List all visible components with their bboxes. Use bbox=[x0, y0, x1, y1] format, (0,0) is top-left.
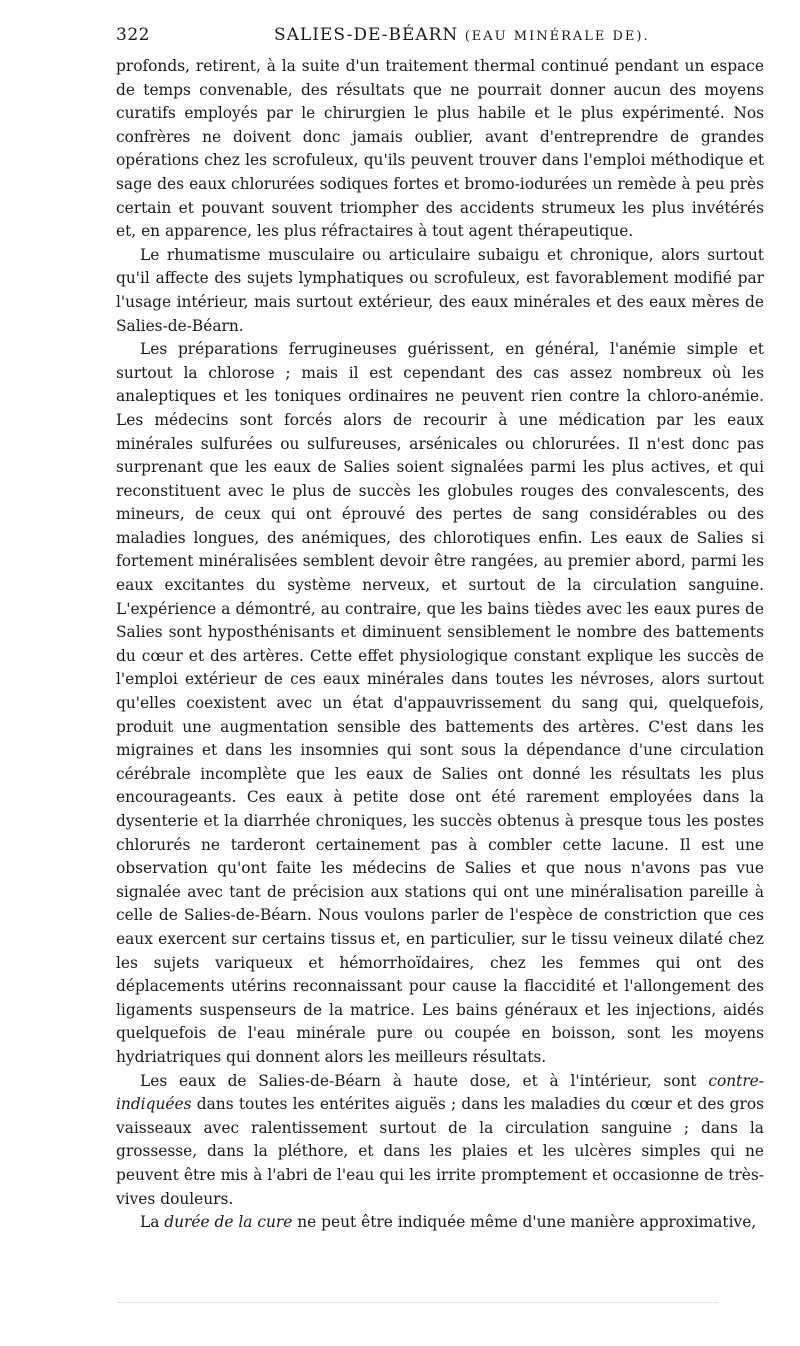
paragraph-rheumatism: Le rhumatisme musculaire ou articulaire subaigu et chronique, alors surtout qu'il affecte des sujets lymphatiques ou scrofuleux, est favorablement modifié par l'usage intérieur, mais surtout extérieur, des eaux minérales et des eaux mères de Salies-de-Béarn. bbox=[116, 245, 764, 335]
contraindications-italic: contre-indiquées bbox=[116, 1071, 764, 1114]
paragraph-duration bbox=[116, 1211, 764, 1235]
duration-italic: durée de la cure bbox=[164, 1213, 293, 1232]
paragraph-anemia: Les préparations ferrugineuses guérissent, en général, l'anémie simple et surtout la chlorose ; mais il est cependant des cas assez nombreux où les analeptiques et les toniques ordinaires ne peuvent rien contre la chloro-anémie. Les médecins sont forcés alors de recourir à une médication par les eaux minérales sulfurées ou sulfureuses, arsénicales ou chlorurées. Il n'est donc pas surprenant que les eaux de Salies soient signalées parmi les plus actives, et qui reconstituent avec le plus de succès les globules rouges des convalescents, des mineurs, de ceux qui ont éprouvé des pertes de sang considérables ou des maladies longues, des anémiques, des chlorotiques enfin. Les eaux de Salies si fortement minéralisées semblent devoir être rangées, au premier abord, parmi les eaux excitantes du système nerveux, et surtout de la circulation sanguine. L'expérience a démontré, au contraire, que les bains tièdes avec les eaux pures de Salies sont hyposthénisants et diminuent sensiblement le nombre des battements du cœur et des artères. Cette effet physiologique constant explique les succès de l'emploi extérieur de ces eaux minérales dans toutes les névroses, alors surtout qu'elles coexistent avec un état d'appauvrissement du sang qui, quelquefois, produit une augmentation sensible des battements des artères. C'est dans les migraines et dans les insomnies qui sont sous la dépendance d'une circulation cérébrale incomplète que les eaux de Salies ont donné les résultats les plus encourageants. Ces eaux à petite dose ont été rarement employées dans la dysenterie et la diarrhée chroniques, les succès obtenus à presque tous les postes chlorurés ne tarderont certainement pas à combler cette lacune. Il est une observation qu'ont faite les médecins de Salies et que nous n'avons pas vue signalée avec tant de précision aux stations qui ont une minéralisation pareille à celle de Salies-de-Béarn. Nous voulons parler de l'espèce de constriction que ces eaux exercent sur certains tissus et, en particulier, sur le tissu veineux dilaté chez les sujets variqueux et hémorrhoïdaires, chez les femmes qui ont des déplacements utérins reconnaissant pour cause la flaccidité et l'allongement des ligaments suspenseurs de la matrice. Les bains généraux et les injections, aidés quelquefois de l'eau minérale pure ou coupée en boisson, sont les moyens hydriatriques qui donnent alors les meilleurs résultats. bbox=[116, 340, 764, 1066]
page-header bbox=[116, 25, 750, 51]
body-text bbox=[116, 55, 764, 1235]
duration-text-before: La bbox=[140, 1213, 165, 1232]
contraindications-text-before: Les eaux de Salies-de-Béarn à haute dose, et à l'intérieur, sont bbox=[140, 1071, 709, 1090]
running-title bbox=[274, 25, 650, 45]
running-title-main: SALIES-DE-BÉARN bbox=[274, 25, 459, 45]
paragraph-contraindications bbox=[116, 1070, 764, 1212]
contraindications-text-after: dans toutes les entérites aiguës ; dans les maladies du cœur et des gros vaisseaux avec ralentissement surtout de la circulation sanguine ; dans la grossesse, dans la pléthore, et dans les plaies et les ulcères simples qui ne peuvent être mis à l'abri de l'eau qui les irrite promptement et occasionne de très-vives douleurs. bbox=[116, 1095, 764, 1208]
paragraph-scrofula: profonds, retirent, à la suite d'un traitement thermal continué pendant un espace de temps convenable, des résultats que ne pourrait donner aucun des moyens curatifs employés par le chirurgien le plus habile et le plus expérimenté. Nos confrères ne doivent donc jamais oublier, avant d'entreprendre de grandes opérations chez les scrofuleux, qu'ils peuvent trouver dans l'emploi méthodique et sage des eaux chlorurées sodiques fortes et bromo-iodurées un remède à peu près certain et pouvant souvent triompher des accidents strumeux les plus invétérés et, en apparence, les plus réfractaires à tout agent thérapeutique. bbox=[116, 57, 764, 241]
bleed-through-dots bbox=[118, 1302, 718, 1311]
duration-text-after: ne peut être indiquée même d'une manière approximative, bbox=[292, 1213, 757, 1232]
page-number: 322 bbox=[116, 25, 150, 45]
running-title-sub: (EAU MINÉRALE DE). bbox=[464, 29, 650, 44]
